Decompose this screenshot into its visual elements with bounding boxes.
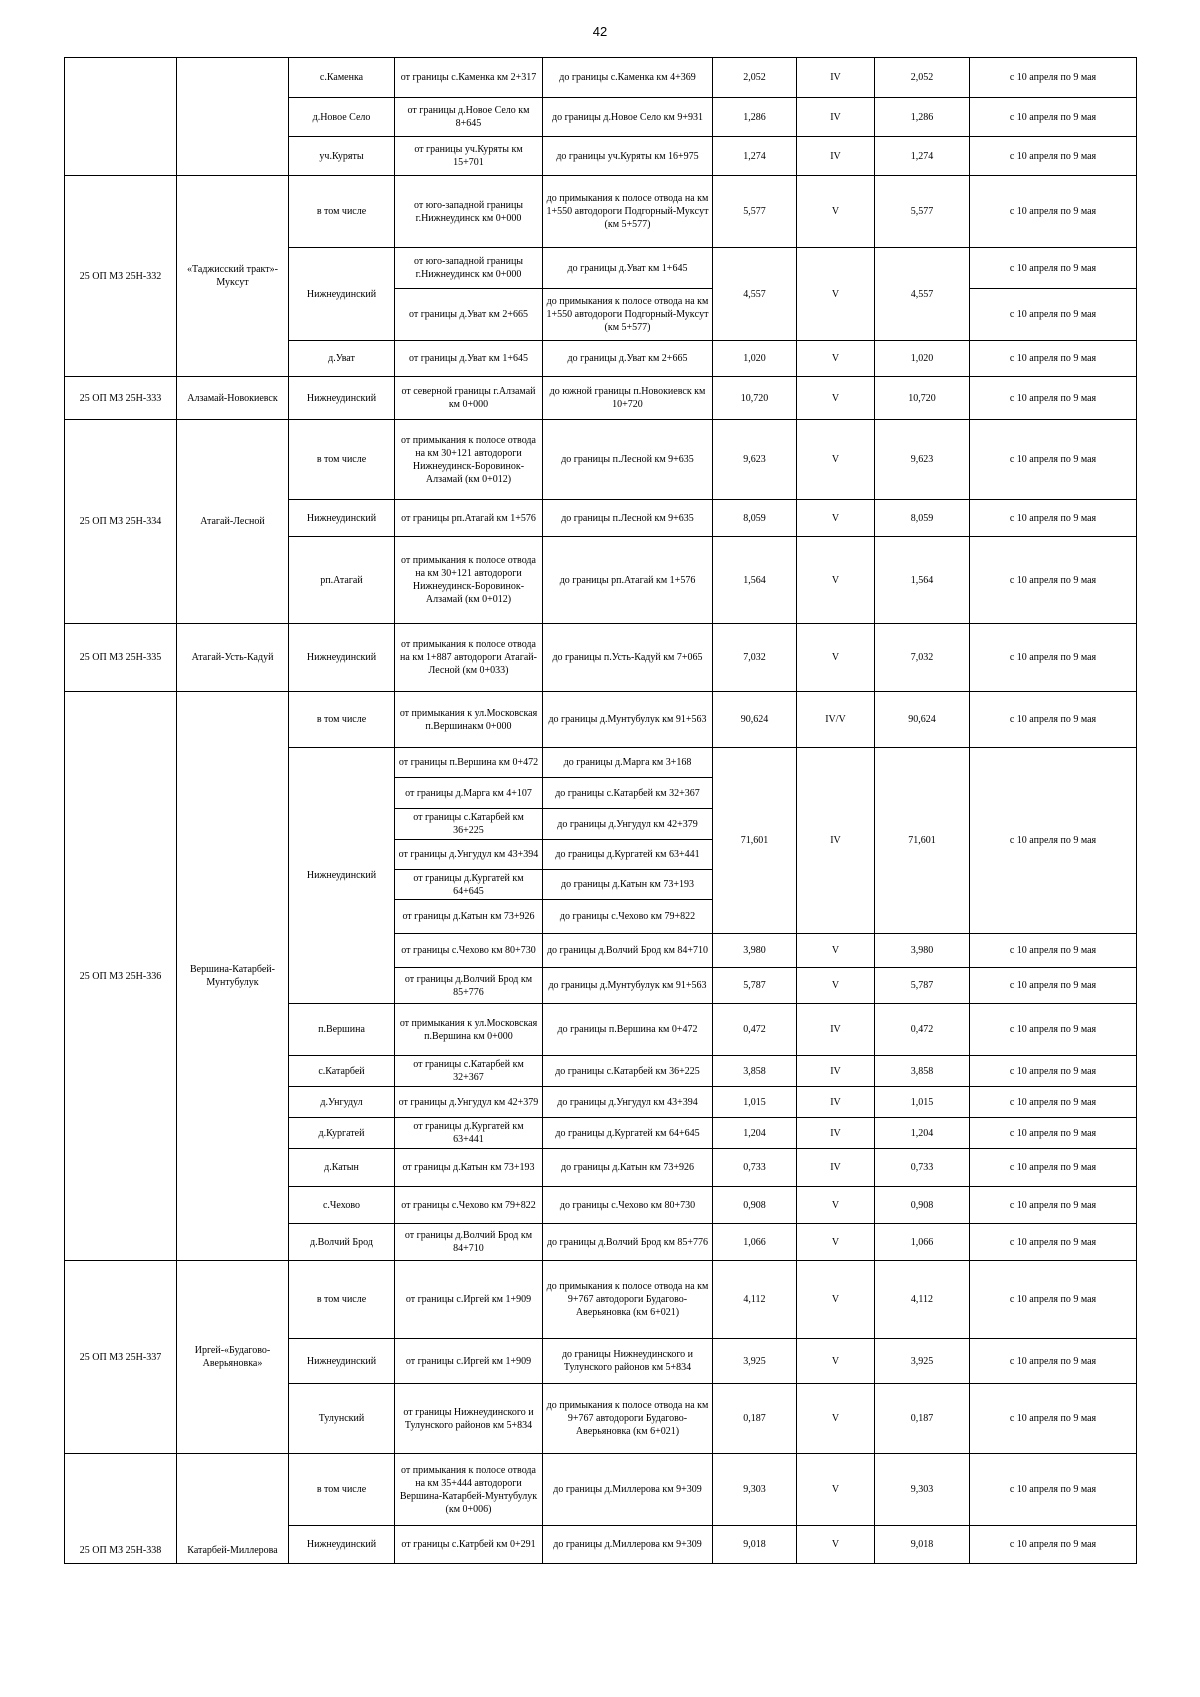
to-cell: до границы д.Миллерова км 9+309: [543, 1526, 713, 1564]
length2-cell: 4,112: [875, 1261, 970, 1339]
category-cell: IV: [797, 1004, 875, 1056]
category-cell: V: [797, 1526, 875, 1564]
road-id-cell: 25 ОП МЗ 25Н-332: [65, 176, 177, 377]
period-cell: с 10 апреля по 9 мая: [970, 1087, 1137, 1118]
to-cell: до границы д.Волчий Брод км 84+710: [543, 934, 713, 968]
category-cell: V: [797, 624, 875, 692]
road-name-cell: Вершина-Катарбей-Мунтубулук: [177, 692, 289, 1261]
length2-cell: 3,980: [875, 934, 970, 968]
length2-cell: 9,018: [875, 1526, 970, 1564]
road-name-cell: Атагай-Усть-Кадуй: [177, 624, 289, 692]
from-cell: от границы с.Катарбей км 32+367: [395, 1056, 543, 1087]
length2-cell: 1,564: [875, 537, 970, 624]
length-cell: 1,066: [713, 1224, 797, 1261]
period-cell: с 10 апреля по 9 мая: [970, 1224, 1137, 1261]
length2-cell: 7,032: [875, 624, 970, 692]
period-cell: с 10 апреля по 9 мая: [970, 1526, 1137, 1564]
to-cell: до границы п.Лесной км 9+635: [543, 420, 713, 500]
from-cell: от границы д.Волчий Брод км 85+776: [395, 968, 543, 1004]
from-cell: от северной границы г.Алзамай км 0+000: [395, 377, 543, 420]
area-cell: Нижнеудинский: [289, 500, 395, 537]
table-row: [65, 1261, 1137, 1339]
length2-cell: 1,204: [875, 1118, 970, 1149]
to-cell: до границы д.Мунтубулук км 91+563: [543, 968, 713, 1004]
to-cell: до примыкания к полосе отвода на км 9+767 автодороги Будагово-Аверьяновка (км 6+021): [543, 1384, 713, 1454]
length-cell: 5,577: [713, 176, 797, 248]
length-cell: 1,020: [713, 341, 797, 377]
length-cell: 4,557: [713, 248, 797, 341]
category-cell: IV: [797, 1149, 875, 1187]
area-cell: Тулунский: [289, 1384, 395, 1454]
length-cell: 1,564: [713, 537, 797, 624]
road-id-cell: 25 ОП МЗ 25Н-337: [65, 1261, 177, 1454]
length2-cell: 1,066: [875, 1224, 970, 1261]
to-cell: до южной границы п.Новокиевск км 10+720: [543, 377, 713, 420]
from-cell: от границы с.Чехово км 80+730: [395, 934, 543, 968]
page-number: 42: [592, 24, 608, 39]
to-cell: до границы д.Катын км 73+926: [543, 1149, 713, 1187]
road-name-cell: Алзамай-Новокиевск: [177, 377, 289, 420]
area-cell: д.Катын: [289, 1149, 395, 1187]
length2-cell: 5,787: [875, 968, 970, 1004]
road-name-cell: [177, 58, 289, 176]
from-cell: от границы с.Иргей км 1+909: [395, 1339, 543, 1384]
table-row: [65, 420, 1137, 500]
length2-cell: 1,015: [875, 1087, 970, 1118]
length2-cell: 1,274: [875, 137, 970, 176]
road-id-cell: 25 ОП МЗ 25Н-338: [65, 1454, 177, 1564]
from-cell: от границы с.Иргей км 1+909: [395, 1261, 543, 1339]
period-cell: с 10 апреля по 9 мая: [970, 1004, 1137, 1056]
to-cell: до границы д.Мунтубулук км 91+563: [543, 692, 713, 748]
period-cell: с 10 апреля по 9 мая: [970, 420, 1137, 500]
to-cell: до границы д.Катын км 73+193: [543, 870, 713, 900]
to-cell: до границы д.Унгудул км 43+394: [543, 1087, 713, 1118]
to-cell: до примыкания к полосе отвода на км 1+550 автодороги Подгорный-Мукcут (км 5+577): [543, 289, 713, 341]
table-row: [65, 176, 1137, 248]
length2-cell: 0,187: [875, 1384, 970, 1454]
length-cell: 3,925: [713, 1339, 797, 1384]
area-cell: п.Вершина: [289, 1004, 395, 1056]
area-cell: с.Чехово: [289, 1187, 395, 1224]
from-cell: от границы д.Унгудул км 43+394: [395, 840, 543, 870]
to-cell: до границы д.Уват км 1+645: [543, 248, 713, 289]
length-cell: 1,015: [713, 1087, 797, 1118]
period-cell: с 10 апреля по 9 мая: [970, 248, 1137, 289]
from-cell: от границы уч.Куряты км 15+701: [395, 137, 543, 176]
from-cell: от границы д.Катын км 73+926: [395, 900, 543, 934]
to-cell: до границы д.Унгудул км 42+379: [543, 809, 713, 840]
to-cell: до границы п.Лесной км 9+635: [543, 500, 713, 537]
from-cell: от границы д.Кургатей км 63+441: [395, 1118, 543, 1149]
category-cell: V: [797, 341, 875, 377]
to-cell: до границы п.Вершина км 0+472: [543, 1004, 713, 1056]
period-cell: с 10 апреля по 9 мая: [970, 537, 1137, 624]
table-row: [65, 1454, 1137, 1526]
from-cell: от границы д.Кургатей км 64+645: [395, 870, 543, 900]
period-cell: с 10 апреля по 9 мая: [970, 1056, 1137, 1087]
road-name-cell: «Таджиcский тракт»-Мукcут: [177, 176, 289, 377]
length-cell: 1,286: [713, 98, 797, 137]
category-cell: V: [797, 420, 875, 500]
length2-cell: 2,052: [875, 58, 970, 98]
roads-table: [64, 57, 1137, 1564]
from-cell: от границы рп.Атагай км 1+576: [395, 500, 543, 537]
length-cell: 1,274: [713, 137, 797, 176]
length-cell: 4,112: [713, 1261, 797, 1339]
from-cell: от границы д.Волчий Брод км 84+710: [395, 1224, 543, 1261]
category-cell: V: [797, 1224, 875, 1261]
length-cell: 5,787: [713, 968, 797, 1004]
category-cell: V: [797, 934, 875, 968]
to-cell: до границы д.Уват км 2+665: [543, 341, 713, 377]
to-cell: до примыкания к полосе отвода на км 1+550 автодороги Подгорный-Мукcут (км 5+577): [543, 176, 713, 248]
period-cell: с 10 апреля по 9 мая: [970, 1118, 1137, 1149]
category-cell: V: [797, 968, 875, 1004]
area-cell: д.Унгудул: [289, 1087, 395, 1118]
length-cell: 0,733: [713, 1149, 797, 1187]
from-cell: от юго-западной границы г.Нижнеудинск км 0+000: [395, 248, 543, 289]
period-cell: с 10 апреля по 9 мая: [970, 748, 1137, 934]
length-cell: 0,472: [713, 1004, 797, 1056]
to-cell: до границы Нижнеудинского и Тулунского районов км 5+834: [543, 1339, 713, 1384]
area-cell: с.Каменка: [289, 58, 395, 98]
category-cell: V: [797, 537, 875, 624]
table-row: [65, 624, 1137, 692]
from-cell: от примыкания к полосе отвода на км 35+444 автодороги Вершина-Катарбей-Мунтубулук (км 0+006): [395, 1454, 543, 1526]
period-cell: с 10 апреля по 9 мая: [970, 692, 1137, 748]
period-cell: с 10 апреля по 9 мая: [970, 137, 1137, 176]
table-row: [65, 58, 1137, 98]
area-cell: в том числе: [289, 1261, 395, 1339]
area-cell: Нижнеудинский: [289, 1526, 395, 1564]
area-cell: д.Волчий Брод: [289, 1224, 395, 1261]
category-cell: V: [797, 1261, 875, 1339]
category-cell: V: [797, 1187, 875, 1224]
to-cell: до границы с.Чехово км 80+730: [543, 1187, 713, 1224]
area-cell: в том числе: [289, 1454, 395, 1526]
area-cell: Нижнеудинский: [289, 1339, 395, 1384]
from-cell: от границы с.Катрбей км 0+291: [395, 1526, 543, 1564]
area-cell: д.Уват: [289, 341, 395, 377]
category-cell: IV: [797, 58, 875, 98]
category-cell: IV: [797, 1118, 875, 1149]
length-cell: 90,624: [713, 692, 797, 748]
period-cell: с 10 апреля по 9 мая: [970, 968, 1137, 1004]
to-cell: до границы д.Кургатей км 63+441: [543, 840, 713, 870]
area-cell: в том числе: [289, 176, 395, 248]
length2-cell: 3,925: [875, 1339, 970, 1384]
from-cell: от юго-западной границы г.Нижнеудинск км 0+000: [395, 176, 543, 248]
length2-cell: 10,720: [875, 377, 970, 420]
area-cell: уч.Куряты: [289, 137, 395, 176]
category-cell: V: [797, 500, 875, 537]
period-cell: с 10 апреля по 9 мая: [970, 1454, 1137, 1526]
length-cell: 2,052: [713, 58, 797, 98]
period-cell: с 10 апреля по 9 мая: [970, 1187, 1137, 1224]
to-cell: до границы с.Каменка км 4+369: [543, 58, 713, 98]
road-id-cell: [65, 58, 177, 176]
length-cell: 0,908: [713, 1187, 797, 1224]
area-cell: Нижнеудинский: [289, 377, 395, 420]
length2-cell: 9,623: [875, 420, 970, 500]
category-cell: V: [797, 176, 875, 248]
length2-cell: 1,020: [875, 341, 970, 377]
table-row: [65, 377, 1137, 420]
length-cell: 71,601: [713, 748, 797, 934]
period-cell: с 10 апреля по 9 мая: [970, 289, 1137, 341]
area-cell: в том числе: [289, 692, 395, 748]
area-cell: в том числе: [289, 420, 395, 500]
category-cell: IV: [797, 137, 875, 176]
from-cell: от примыкания к полосе отвода на км 1+887 автодороги Атагай-Лесной (км 0+033): [395, 624, 543, 692]
from-cell: от границы д.Уват км 1+645: [395, 341, 543, 377]
category-cell: V: [797, 1454, 875, 1526]
length-cell: 9,623: [713, 420, 797, 500]
length-cell: 10,720: [713, 377, 797, 420]
from-cell: от примыкания к полосе отвода на км 30+121 автодороги Нижнеудинск-Боровинок-Алзамай (км 0+012): [395, 420, 543, 500]
length-cell: 9,303: [713, 1454, 797, 1526]
road-name-cell: Катарбей-Миллерова: [177, 1454, 289, 1564]
area-cell: Нижнеудинский: [289, 748, 395, 1004]
length2-cell: 4,557: [875, 248, 970, 341]
from-cell: от примыкания к полосе отвода на км 30+121 автодороги Нижнеудинск-Боровинок-Алзамай (км 0+012): [395, 537, 543, 624]
to-cell: до границы д.Миллерова км 9+309: [543, 1454, 713, 1526]
from-cell: от примыкания к ул.Московская п.Вершинакм 0+000: [395, 692, 543, 748]
length2-cell: 0,733: [875, 1149, 970, 1187]
area-cell: Нижнеудинский: [289, 248, 395, 341]
period-cell: с 10 апреля по 9 мая: [970, 1384, 1137, 1454]
road-id-cell: 25 ОП МЗ 25Н-336: [65, 692, 177, 1261]
to-cell: до границы д.Марга км 3+168: [543, 748, 713, 778]
length2-cell: 9,303: [875, 1454, 970, 1526]
to-cell: до границы д.Кургатей км 64+645: [543, 1118, 713, 1149]
to-cell: до границы с.Катарбей км 32+367: [543, 778, 713, 809]
from-cell: от границы д.Новое Село км 8+645: [395, 98, 543, 137]
period-cell: с 10 апреля по 9 мая: [970, 98, 1137, 137]
length-cell: 3,858: [713, 1056, 797, 1087]
to-cell: до границы д.Волчий Брод км 85+776: [543, 1224, 713, 1261]
from-cell: от границы д.Уват км 2+665: [395, 289, 543, 341]
period-cell: с 10 апреля по 9 мая: [970, 1149, 1137, 1187]
from-cell: от границы с.Каменка км 2+317: [395, 58, 543, 98]
period-cell: с 10 апреля по 9 мая: [970, 1261, 1137, 1339]
to-cell: до границы с.Чехово км 79+822: [543, 900, 713, 934]
length2-cell: 5,577: [875, 176, 970, 248]
road-name-cell: Иргей-«Будагово-Аверьяновка»: [177, 1261, 289, 1454]
from-cell: от границы Нижнеудинского и Тулунского районов км 5+834: [395, 1384, 543, 1454]
length-cell: 7,032: [713, 624, 797, 692]
length2-cell: 71,601: [875, 748, 970, 934]
period-cell: с 10 апреля по 9 мая: [970, 934, 1137, 968]
category-cell: IV: [797, 98, 875, 137]
length-cell: 9,018: [713, 1526, 797, 1564]
from-cell: от границы д.Марга км 4+107: [395, 778, 543, 809]
area-cell: Нижнеудинский: [289, 624, 395, 692]
area-cell: д.Кургатей: [289, 1118, 395, 1149]
from-cell: от границы д.Катын км 73+193: [395, 1149, 543, 1187]
length2-cell: 0,908: [875, 1187, 970, 1224]
length2-cell: 3,858: [875, 1056, 970, 1087]
area-cell: рп.Атагай: [289, 537, 395, 624]
from-cell: от границы с.Катарбей км 36+225: [395, 809, 543, 840]
road-id-cell: 25 ОП МЗ 25Н-333: [65, 377, 177, 420]
category-cell: V: [797, 377, 875, 420]
to-cell: до границы п.Усть-Кадуй км 7+065: [543, 624, 713, 692]
period-cell: с 10 апреля по 9 мая: [970, 500, 1137, 537]
period-cell: с 10 апреля по 9 мая: [970, 58, 1137, 98]
period-cell: с 10 апреля по 9 мая: [970, 1339, 1137, 1384]
category-cell: IV: [797, 1056, 875, 1087]
from-cell: от границы с.Чехово км 79+822: [395, 1187, 543, 1224]
category-cell: IV: [797, 1087, 875, 1118]
category-cell: V: [797, 1384, 875, 1454]
period-cell: с 10 апреля по 9 мая: [970, 176, 1137, 248]
length-cell: 1,204: [713, 1118, 797, 1149]
area-cell: д.Новое Село: [289, 98, 395, 137]
from-cell: от границы п.Вершина км 0+472: [395, 748, 543, 778]
to-cell: до границы с.Катарбей км 36+225: [543, 1056, 713, 1087]
length-cell: 0,187: [713, 1384, 797, 1454]
length2-cell: 8,059: [875, 500, 970, 537]
category-cell: V: [797, 1339, 875, 1384]
length-cell: 3,980: [713, 934, 797, 968]
to-cell: до границы д.Новое Село км 9+931: [543, 98, 713, 137]
road-name-cell: Атагай-Лесной: [177, 420, 289, 624]
to-cell: до границы уч.Куряты км 16+975: [543, 137, 713, 176]
period-cell: с 10 апреля по 9 мая: [970, 377, 1137, 420]
road-id-cell: 25 ОП МЗ 25Н-334: [65, 420, 177, 624]
length2-cell: 90,624: [875, 692, 970, 748]
table-row: [65, 692, 1137, 748]
period-cell: с 10 апреля по 9 мая: [970, 624, 1137, 692]
length-cell: 8,059: [713, 500, 797, 537]
road-id-cell: 25 ОП МЗ 25Н-335: [65, 624, 177, 692]
area-cell: с.Катарбей: [289, 1056, 395, 1087]
length2-cell: 0,472: [875, 1004, 970, 1056]
length2-cell: 1,286: [875, 98, 970, 137]
period-cell: с 10 апреля по 9 мая: [970, 341, 1137, 377]
to-cell: до примыкания к полосе отвода на км 9+767 автодороги Будагово-Аверьяновка (км 6+021): [543, 1261, 713, 1339]
category-cell: IV/V: [797, 692, 875, 748]
from-cell: от примыкания к ул.Московская п.Вершина км 0+000: [395, 1004, 543, 1056]
category-cell: V: [797, 248, 875, 341]
to-cell: до границы рп.Атагай км 1+576: [543, 537, 713, 624]
category-cell: IV: [797, 748, 875, 934]
from-cell: от границы д.Унгудул км 42+379: [395, 1087, 543, 1118]
